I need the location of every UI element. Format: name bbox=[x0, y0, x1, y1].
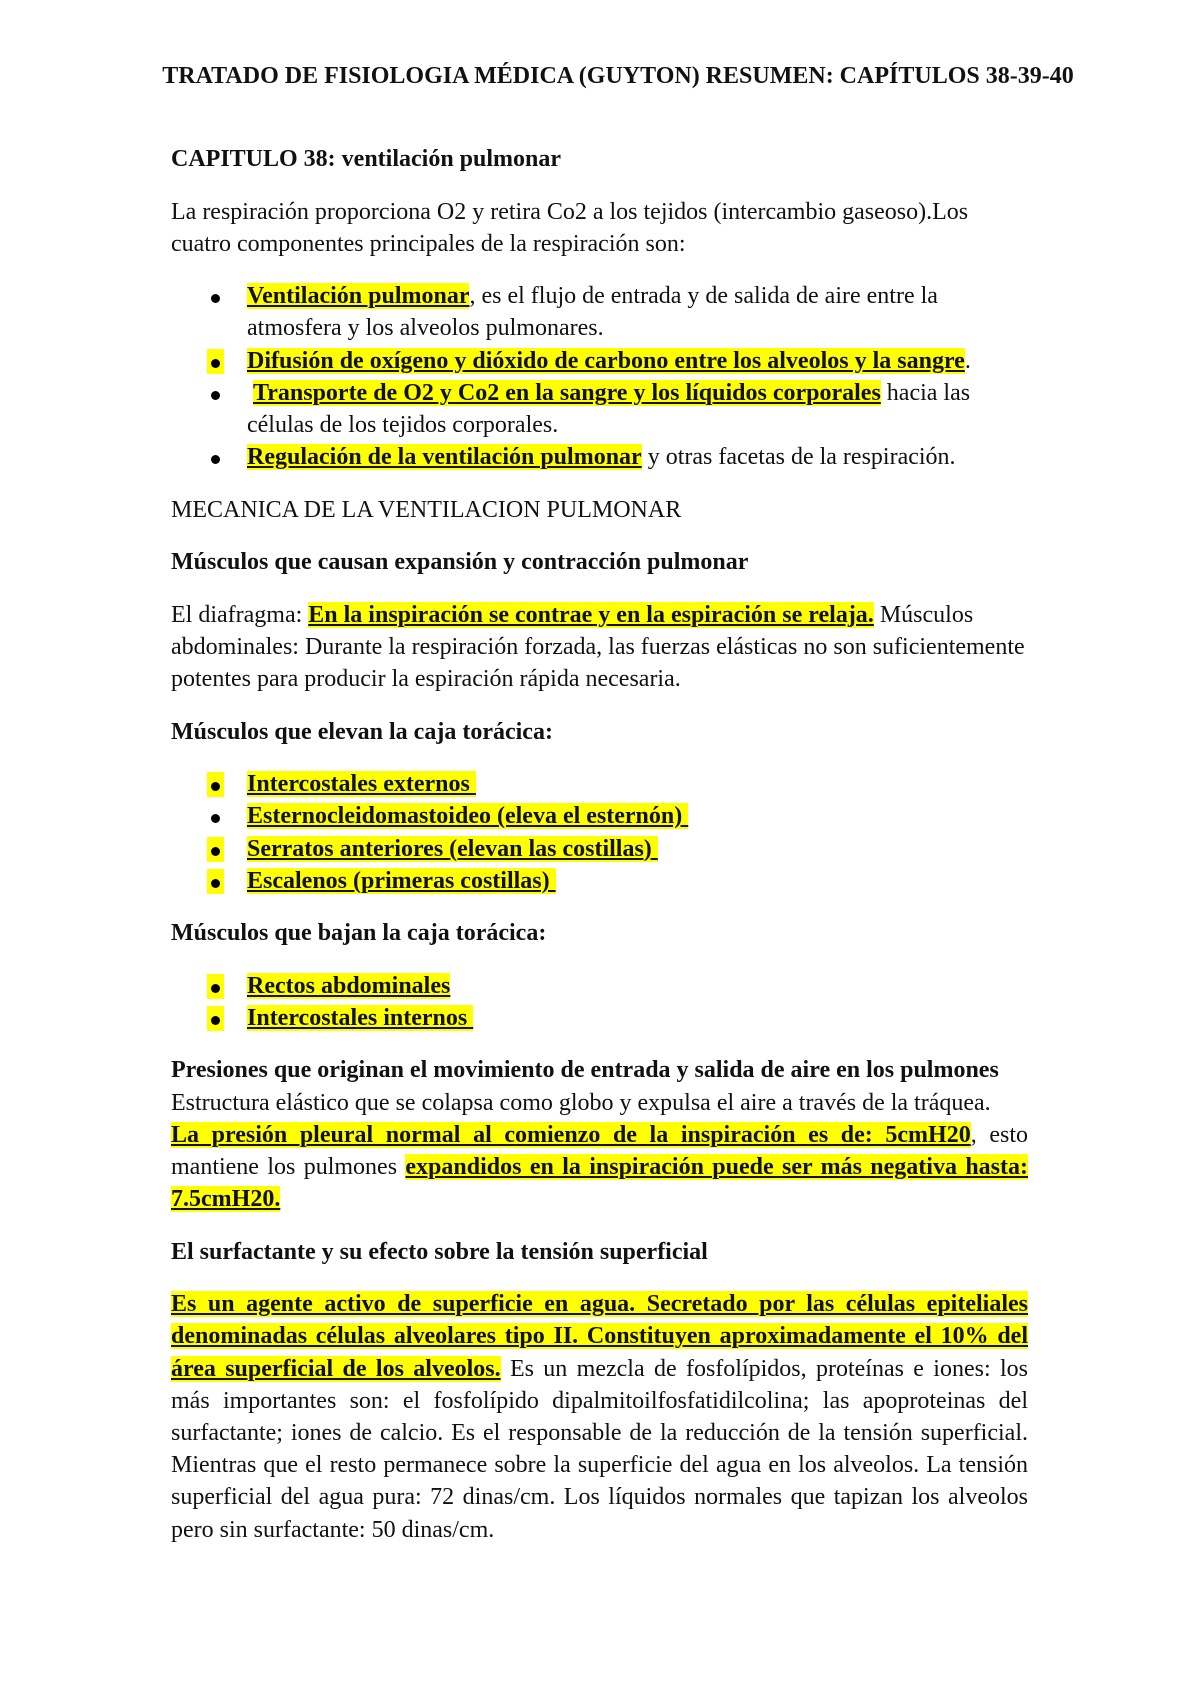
subheading-elevating-muscles: Músculos que elevan la caja torácica: bbox=[171, 718, 553, 745]
bullet-dot bbox=[211, 1016, 220, 1025]
bullet-marker bbox=[207, 804, 224, 829]
bullet-dot bbox=[211, 782, 220, 791]
highlighted-text: En la inspiración se contrae y en la espiración se relaja. bbox=[308, 601, 874, 628]
section-heading-mechanics: MECANICA DE LA VENTILACION PULMONAR bbox=[171, 496, 682, 523]
list-item bbox=[171, 865, 1028, 897]
highlighted-text: Transporte de O2 y Co2 en la sangre y los líquidos corporales bbox=[253, 379, 881, 406]
pressures-middle-text: , esto mantiene los pulmones bbox=[171, 1121, 1028, 1181]
bullet-marker bbox=[207, 349, 224, 374]
document-body bbox=[171, 143, 1028, 1566]
bullet-marker bbox=[207, 837, 224, 862]
bullet-dot bbox=[211, 391, 220, 400]
list-item bbox=[171, 1002, 1028, 1034]
bullet-dot bbox=[211, 984, 220, 993]
list-item bbox=[171, 833, 1028, 865]
list-item bbox=[171, 377, 1028, 441]
highlighted-text: Intercostales externos bbox=[247, 771, 476, 798]
bullet-marker bbox=[207, 772, 224, 797]
bullet-marker bbox=[207, 381, 224, 406]
list-item bbox=[171, 441, 1028, 473]
surfactant-heading: El surfactante y su efecto sobre la tensión superficial bbox=[171, 1238, 708, 1265]
highlighted-text: Intercostales internos bbox=[247, 1004, 474, 1031]
subheading-expansion-muscles: Músculos que causan expansión y contracción pulmonar bbox=[171, 549, 749, 576]
diaphragm-paragraph bbox=[171, 599, 1028, 696]
list-item bbox=[171, 280, 1028, 344]
bullet-marker bbox=[207, 974, 224, 999]
item-text: , es el flujo de entrada y de salida de aire entre la atmosfera y los alveolos pulmonares. bbox=[247, 283, 938, 342]
item-text: hacia las células de los tejidos corporales. bbox=[247, 379, 971, 439]
bullet-dot bbox=[211, 455, 220, 464]
pressures-heading: Presiones que originan el movimiento de entrada y salida de aire en los pulmones bbox=[171, 1057, 999, 1084]
pressures-paragraph bbox=[171, 1054, 1028, 1215]
diaphragm-lead: El diafragma: bbox=[171, 601, 309, 628]
bullet-marker bbox=[207, 1006, 224, 1031]
highlighted-text: Difusión de oxígeno y dióxido de carbono entre los alveolos y la sangre bbox=[247, 347, 965, 374]
elevating-muscles-list bbox=[171, 768, 1028, 897]
lowering-muscles-list bbox=[171, 970, 1028, 1034]
list-item bbox=[171, 800, 1028, 832]
bullet-marker bbox=[207, 284, 224, 309]
surfactant-text: Es un mezcla de fosfolípidos, proteínas e iones: los más importantes son: el fosfolípido dipalmitoilfosfatidilcolina; las apoproteinas del surfactante; iones de calcio. Es el responsable de la reducción de la tensión superficial. Mientras que el resto permanece sobre la superficie del agua en los alveolos. La tensión superficial del agua pura: 72 dinas/cm. Los líquidos normales que tapizan los alveolos pero sin surfactante: 50 dinas/cm. bbox=[171, 1355, 1028, 1543]
highlighted-text: Ventilación pulmonar bbox=[247, 283, 470, 310]
highlighted-text: expandidos en la inspiración puede ser más negativa hasta: 7.5cmH20. bbox=[171, 1154, 1028, 1213]
highlighted-text: Serratos anteriores (elevan las costillas) bbox=[247, 835, 658, 862]
highlighted-text: Escalenos (primeras costillas) bbox=[247, 867, 556, 894]
highlighted-text: Es un agente activo de superficie en agua. Secretado por las células epiteliales denominadas células alveolares tipo II. Constituyen aproximadamente el 10% del área superficial de los alveolos. bbox=[171, 1291, 1028, 1382]
intro-paragraph: La respiración proporciona O2 y retira Co2 a los tejidos (intercambio gaseoso).Los cuatro componentes principales de la respiración son: bbox=[171, 198, 969, 257]
list-item bbox=[171, 970, 1028, 1002]
bullet-dot bbox=[211, 847, 220, 856]
highlighted-text: Esternocleidomastoideo (eleva el esternón) bbox=[247, 803, 689, 830]
bullet-dot bbox=[211, 359, 220, 368]
bullet-marker bbox=[207, 445, 224, 470]
highlighted-text: Rectos abdominales bbox=[247, 972, 451, 999]
item-text: y otras facetas de la respiración. bbox=[641, 444, 956, 471]
bullet-dot bbox=[211, 879, 220, 888]
surfactant-paragraph bbox=[171, 1288, 1028, 1546]
bullet-dot bbox=[211, 294, 220, 303]
bullet-marker bbox=[207, 869, 224, 894]
bullet-dot bbox=[211, 814, 220, 823]
diaphragm-text: Músculos abdominales: Durante la respiración forzada, las fuerzas elásticas no son suficientemente potentes para producir la espiración rápida necesaria. bbox=[171, 601, 1025, 693]
highlighted-text: Regulación de la ventilación pulmonar bbox=[247, 444, 642, 471]
chapter-heading: CAPITULO 38: ventilación pulmonar bbox=[171, 146, 562, 172]
respiration-components-list bbox=[171, 280, 1028, 473]
pressures-text: Estructura elástico que se colapsa como globo y expulsa el aire a través de la tráquea. bbox=[171, 1089, 991, 1116]
item-text: . bbox=[964, 347, 971, 374]
subheading-lowering-muscles: Músculos que bajan la caja torácica: bbox=[171, 920, 547, 947]
list-item bbox=[171, 768, 1028, 800]
document-header-title: TRATADO DE FISIOLOGIA MÉDICA (GUYTON) RESUMEN: CAPÍTULOS 38-39-40 bbox=[162, 63, 1074, 89]
list-item bbox=[171, 345, 1028, 377]
highlighted-text: La presión pleural normal al comienzo de la inspiración es de: 5cmH20 bbox=[171, 1121, 971, 1148]
